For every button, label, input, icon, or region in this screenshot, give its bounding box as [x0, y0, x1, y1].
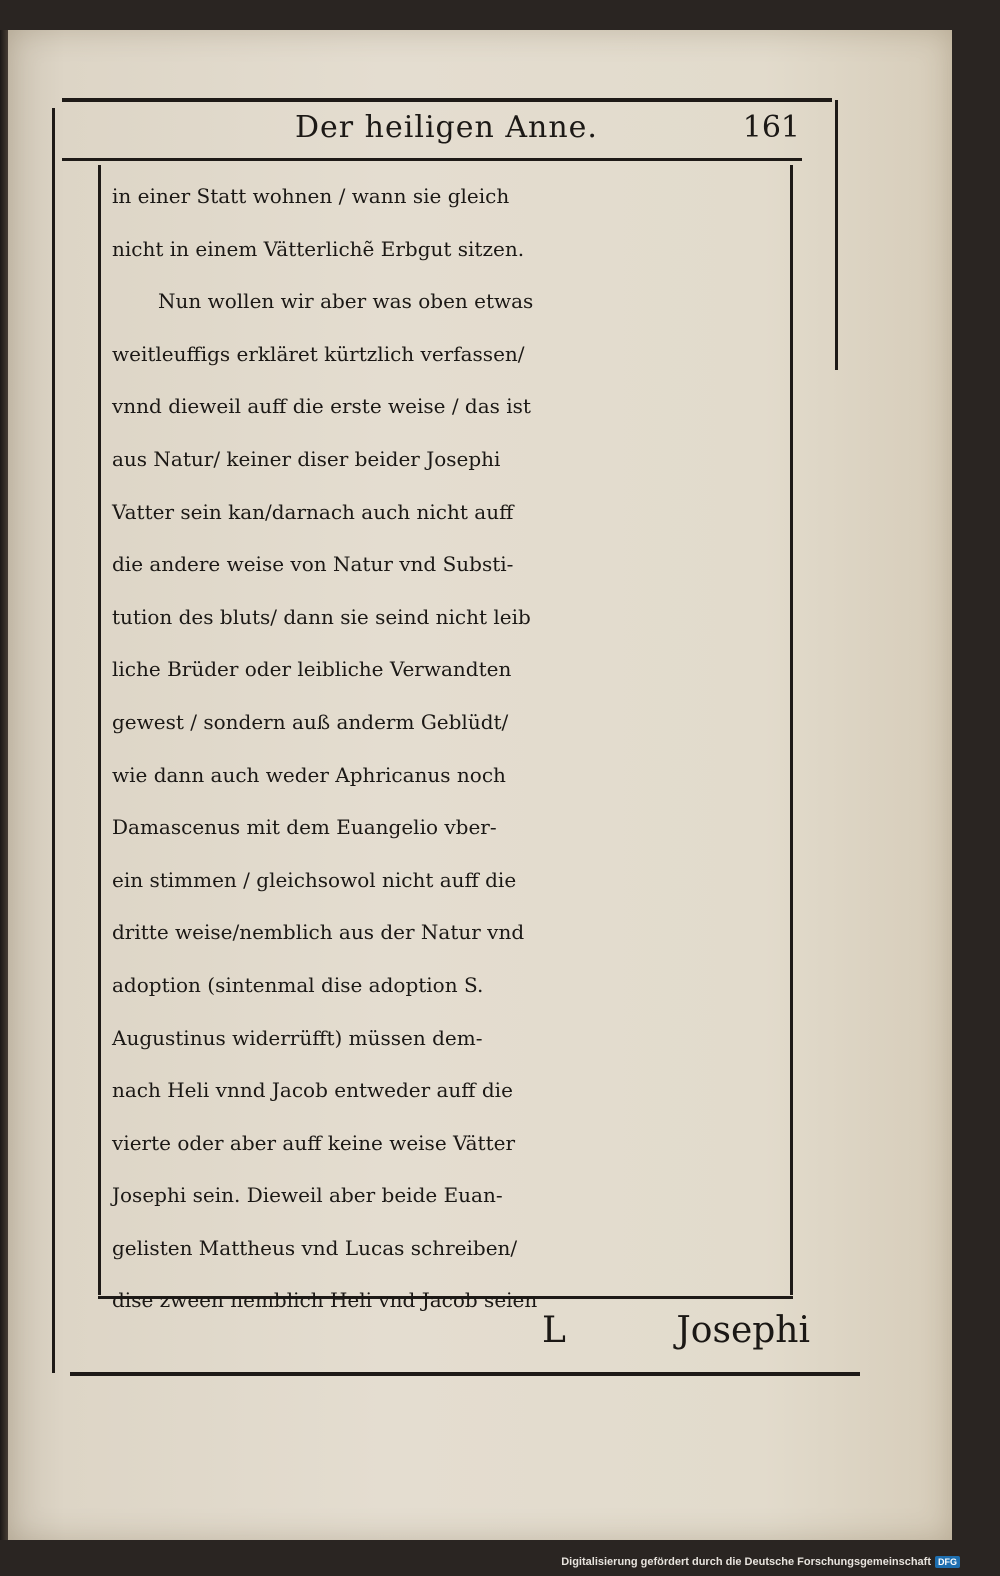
text-line: Nun wollen wir aber was oben etwas — [158, 289, 534, 314]
text-line: dritte weise/nemblich aus der Natur vnd — [112, 920, 525, 945]
text-line: adoption (sintenmal dise adoption S. — [112, 972, 484, 997]
text-line: vnnd dieweil auff die erste weise / das ist — [112, 394, 531, 419]
text-line: dise zween nemblich Heli vnd Jacob seien — [112, 1288, 538, 1313]
inner-frame-right — [790, 165, 793, 1295]
text-line: vierte oder aber auff keine weise Vätter — [112, 1130, 516, 1155]
text-line: nach Heli vnnd Jacob entweder auff die — [112, 1078, 513, 1103]
outer-frame-right — [835, 100, 838, 370]
body-text-block — [98, 170, 790, 1313]
text-line: Josephi sein. Dieweil aber beide Euan- — [112, 1183, 503, 1208]
bottom-rule — [70, 1372, 860, 1376]
page-number: 161 — [742, 110, 800, 145]
text-line: weitleuffigs erkläret kürtzlich verfassen/ — [112, 341, 525, 366]
text-line: die andere weise von Natur vnd Substi- — [112, 552, 514, 577]
header-rule-bottom — [62, 158, 802, 161]
dfg-logo-icon: DFG — [935, 1556, 960, 1568]
text-line: ein stimmen / gleichsowol nicht auff die — [112, 867, 517, 892]
text-line: Damascenus mit dem Euangelio vber- — [112, 815, 497, 840]
running-header — [100, 110, 800, 154]
signature-mark: L — [542, 1310, 566, 1351]
page-footer-marks — [530, 1310, 810, 1360]
text-line: wie dann auch weder Aphricanus noch — [112, 762, 506, 787]
text-line: Vatter sein kan/darnach auch nicht auff — [112, 499, 514, 524]
outer-frame-left — [52, 108, 55, 1373]
text-line: Augustinus widerrüfft) müssen dem- — [112, 1025, 483, 1050]
credit-text: Digitalisierung gefördert durch die Deutsche Forschungsgemeinschaft — [561, 1556, 931, 1568]
text-line: tution des bluts/ dann sie seind nicht leib — [112, 604, 531, 629]
text-line: gewest / sondern auß anderm Geblüdt/ — [112, 709, 509, 734]
digitization-credit — [540, 1552, 960, 1572]
text-line: nicht in einem Vätterlichẽ Erbgut sitzen. — [112, 236, 525, 261]
catchword: Josephi — [676, 1310, 810, 1351]
running-title: Der heiligen Anne. — [295, 110, 598, 145]
text-line: liche Brüder oder leibliche Verwandten — [112, 657, 512, 682]
text-line: aus Natur/ keiner diser beider Josephi — [112, 446, 501, 471]
header-rule-top — [62, 98, 832, 102]
text-line: gelisten Mattheus vnd Lucas schreiben/ — [112, 1235, 518, 1260]
text-line: in einer Statt wohnen / wann sie gleich — [112, 184, 510, 208]
